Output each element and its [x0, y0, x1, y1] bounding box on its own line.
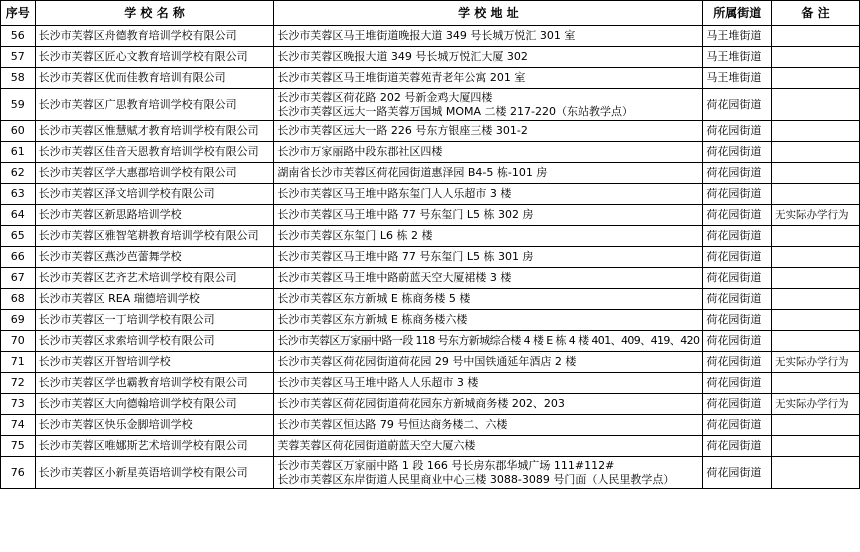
school-address: [274, 310, 703, 331]
note: [772, 26, 860, 47]
address-line: 湖南省长沙市芙蓉区荷花园街道惠泽园 B4-5 栋-101 房: [277, 166, 548, 179]
table-row: [1, 163, 860, 184]
table-row: [1, 226, 860, 247]
row-number: 61: [1, 142, 36, 163]
table-body: [1, 26, 860, 489]
note: [772, 457, 860, 489]
address-line: 芙蓉芙蓉区荷花园街道蔚蓝天空大厦六楼: [277, 439, 476, 452]
table-row: [1, 184, 860, 205]
street-name: 荷花园街道: [703, 310, 772, 331]
street-name: 荷花园街道: [703, 289, 772, 310]
school-name: 长沙市芙蓉区快乐金脚培训学校: [35, 415, 274, 436]
school-name: 长沙市芙蓉区求索培训学校有限公司: [35, 331, 274, 352]
school-name: 长沙市芙蓉区广思教育培训学校有限公司: [35, 89, 274, 121]
note: [772, 310, 860, 331]
row-number: 64: [1, 205, 36, 226]
header-row: [1, 1, 860, 26]
school-address: [274, 352, 703, 373]
school-address: [274, 289, 703, 310]
row-number: 60: [1, 121, 36, 142]
street-name: 荷花园街道: [703, 89, 772, 121]
table-row: [1, 268, 860, 289]
table-row: [1, 47, 860, 68]
school-name: 长沙市芙蓉区新思路培训学校: [35, 205, 274, 226]
address-line: 长沙市芙蓉区万家丽中路 1 段 166 号长房东郡华城广场 111#112#: [277, 458, 615, 472]
note: 无实际办学行为: [772, 352, 860, 373]
address-line: 长沙市芙蓉区东方新城 E 栋商务楼 5 楼: [277, 292, 471, 305]
school-address: [274, 331, 703, 352]
address-line: 长沙市芙蓉区马王堆中路 77 号东玺门 L5 栋 302 房: [277, 208, 534, 221]
note: [772, 142, 860, 163]
school-address: [274, 205, 703, 226]
street-name: 荷花园街道: [703, 205, 772, 226]
school-address: [274, 457, 703, 489]
note: [772, 415, 860, 436]
school-address: [274, 89, 703, 121]
address-line: 长沙市芙蓉区荷花路 202 号新金鸡大厦四楼: [277, 90, 493, 104]
address-line: 长沙市万家丽路中段东郡社区四楼: [277, 145, 443, 158]
row-number: 68: [1, 289, 36, 310]
street-name: 荷花园街道: [703, 415, 772, 436]
school-name: 长沙市芙蓉区开智培训学校: [35, 352, 274, 373]
row-number: 75: [1, 436, 36, 457]
table-row: [1, 121, 860, 142]
street-name: 荷花园街道: [703, 436, 772, 457]
street-name: 荷花园街道: [703, 247, 772, 268]
school-name: 长沙市芙蓉区艺齐艺术培训学校有限公司: [35, 268, 274, 289]
school-name: 长沙市芙蓉区小新星英语培训学校有限公司: [35, 457, 274, 489]
street-name: 马王堆街道: [703, 68, 772, 89]
address-line: 长沙市芙蓉区荷花园街道荷花园东方新城商务楼 202、203: [277, 397, 565, 410]
row-number: 57: [1, 47, 36, 68]
row-number: 63: [1, 184, 36, 205]
school-address: [274, 163, 703, 184]
row-number: 62: [1, 163, 36, 184]
street-name: 荷花园街道: [703, 226, 772, 247]
header-street: 所属街道: [703, 1, 772, 26]
address-line: 长沙市芙蓉区荷花园街道荷花园 29 号中国铁通延年酒店 2 楼: [277, 355, 577, 368]
note: [772, 68, 860, 89]
address-line: 长沙市芙蓉区远大一路 226 号东方银座三楼 301-2: [277, 124, 528, 137]
school-name: 长沙市芙蓉区一丁培训学校有限公司: [35, 310, 274, 331]
school-address: [274, 373, 703, 394]
address-line: 长沙市芙蓉区晚报大道 349 号长城万悦汇大厦 302: [277, 50, 528, 63]
table-row: [1, 331, 860, 352]
address-line: 长沙市芙蓉区马王堆街道晚报大道 349 号长城万悦汇 301 室: [277, 29, 576, 42]
row-number: 71: [1, 352, 36, 373]
row-number: 56: [1, 26, 36, 47]
row-number: 66: [1, 247, 36, 268]
row-number: 74: [1, 415, 36, 436]
school-name: 长沙市芙蓉区燕沙芭蕾舞学校: [35, 247, 274, 268]
school-name: 长沙市芙蓉区舟德教育培训学校有限公司: [35, 26, 274, 47]
row-number: 67: [1, 268, 36, 289]
address-line: 长沙市芙蓉区恒达路 79 号恒达商务楼二、六楼: [277, 418, 508, 431]
note: [772, 247, 860, 268]
school-name: 长沙市芙蓉区唯娜斯艺术培训学校有限公司: [35, 436, 274, 457]
note: [772, 89, 860, 121]
school-address: [274, 436, 703, 457]
row-number: 59: [1, 89, 36, 121]
note: [772, 331, 860, 352]
header-num: 序号: [1, 1, 36, 26]
note: [772, 436, 860, 457]
address-line: 长沙市芙蓉区马王堆中路蔚蓝天空大厦裙楼 3 楼: [277, 271, 512, 284]
note: [772, 226, 860, 247]
school-address: [274, 47, 703, 68]
table-row: [1, 373, 860, 394]
note: 无实际办学行为: [772, 394, 860, 415]
row-number: 58: [1, 68, 36, 89]
header-address: 学 校 地 址: [274, 1, 703, 26]
table-row: [1, 142, 860, 163]
header-note: 备 注: [772, 1, 860, 26]
table-row: [1, 310, 860, 331]
row-number: 73: [1, 394, 36, 415]
address-line: 长沙市芙蓉区远大一路芙蓉万国城 MOMA 二楼 217-220（东站教学点）: [277, 104, 634, 118]
school-name: 长沙市芙蓉区佳音天恩教育培训学校有限公司: [35, 142, 274, 163]
school-address: [274, 142, 703, 163]
note: [772, 121, 860, 142]
street-name: 荷花园街道: [703, 331, 772, 352]
table-row: [1, 68, 860, 89]
table-row: [1, 289, 860, 310]
note: [772, 47, 860, 68]
row-number: 69: [1, 310, 36, 331]
row-number: 65: [1, 226, 36, 247]
street-name: 荷花园街道: [703, 457, 772, 489]
school-name: 长沙市芙蓉区匠心文教育培训学校有限公司: [35, 47, 274, 68]
address-line: 长沙市芙蓉区万家丽中路一段 118 号东方新城综合楼 4 楼 E 栋 4 楼 401、409、419、420: [277, 334, 700, 347]
street-name: 荷花园街道: [703, 121, 772, 142]
street-name: 马王堆街道: [703, 47, 772, 68]
table-row: [1, 89, 860, 121]
school-address: [274, 26, 703, 47]
note: [772, 289, 860, 310]
address-line: 长沙市芙蓉区马王堆中路人人乐超市 3 楼: [277, 376, 479, 389]
school-address: [274, 247, 703, 268]
school-address: [274, 226, 703, 247]
school-name: 长沙市芙蓉区学大惠郡培训学校有限公司: [35, 163, 274, 184]
row-number: 70: [1, 331, 36, 352]
table-row: [1, 415, 860, 436]
table-row: [1, 205, 860, 226]
table-row: [1, 247, 860, 268]
school-address: [274, 184, 703, 205]
table-row: [1, 457, 860, 489]
address-line: 长沙市芙蓉区东岸街道人民里商业中心三楼 3088-3089 号门面（人民里教学点）: [277, 472, 675, 486]
note: [772, 373, 860, 394]
street-name: 荷花园街道: [703, 373, 772, 394]
school-name: 长沙市芙蓉区泽文培训学校有限公司: [35, 184, 274, 205]
school-name: 长沙市芙蓉区大向德翰培训学校有限公司: [35, 394, 274, 415]
street-name: 荷花园街道: [703, 268, 772, 289]
note: 无实际办学行为: [772, 205, 860, 226]
street-name: 荷花园街道: [703, 163, 772, 184]
table-row: [1, 394, 860, 415]
table-row: [1, 26, 860, 47]
school-address: [274, 68, 703, 89]
school-name: 长沙市芙蓉区学也霸教育培训学校有限公司: [35, 373, 274, 394]
row-number: 72: [1, 373, 36, 394]
school-address: [274, 121, 703, 142]
note: [772, 268, 860, 289]
row-number: 76: [1, 457, 36, 489]
school-name: 长沙市芙蓉区优而佳教育培训有限公司: [35, 68, 274, 89]
address-line: 长沙市芙蓉区马王堆街道芙蓉苑青老年公寓 201 室: [277, 71, 526, 84]
street-name: 荷花园街道: [703, 394, 772, 415]
school-address: [274, 268, 703, 289]
school-address: [274, 415, 703, 436]
street-name: 马王堆街道: [703, 26, 772, 47]
street-name: 荷花园街道: [703, 142, 772, 163]
school-name: 长沙市芙蓉区雅智笔耕教育培训学校有限公司: [35, 226, 274, 247]
school-name: 长沙市芙蓉区惟慧赋才教育培训学校有限公司: [35, 121, 274, 142]
school-address: [274, 394, 703, 415]
address-line: 长沙市芙蓉区马王堆中路东玺门人人乐超市 3 楼: [277, 187, 512, 200]
address-line: 长沙市芙蓉区东方新城 E 栋商务楼六楼: [277, 313, 468, 326]
address-line: 长沙市芙蓉区马王堆中路 77 号东玺门 L5 栋 301 房: [277, 250, 534, 263]
street-name: 荷花园街道: [703, 184, 772, 205]
note: [772, 163, 860, 184]
address-line: 长沙市芙蓉区东玺门 L6 栋 2 楼: [277, 229, 433, 242]
note: [772, 184, 860, 205]
table-row: [1, 352, 860, 373]
street-name: 荷花园街道: [703, 352, 772, 373]
header-name: 学 校 名 称: [35, 1, 274, 26]
table-row: [1, 436, 860, 457]
school-name: 长沙市芙蓉区 REA 瑞德培训学校: [35, 289, 274, 310]
